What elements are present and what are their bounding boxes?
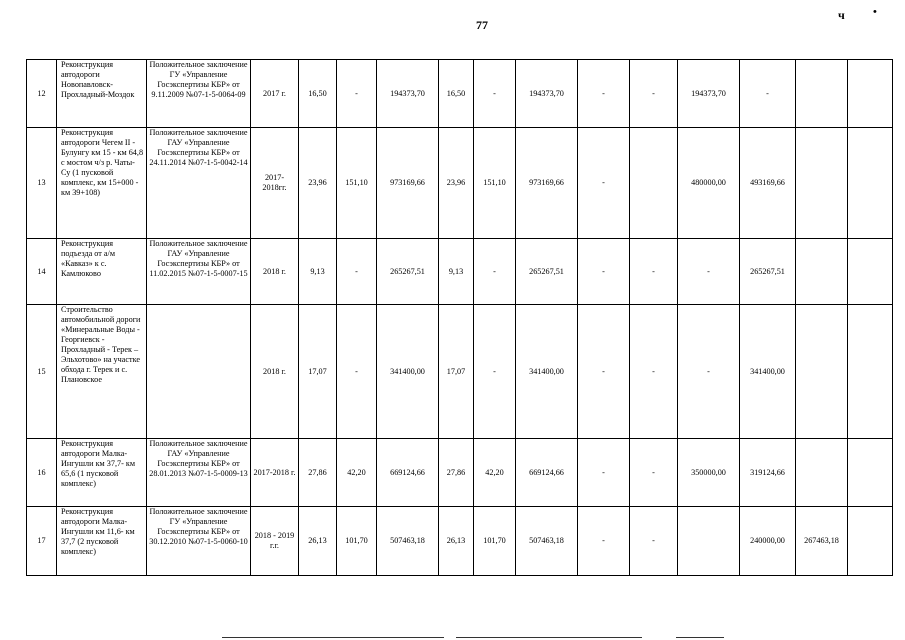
bridge-length-2: -: [474, 239, 516, 305]
value-col-13: 480000,00: [678, 128, 740, 239]
length-km: 27,86: [299, 439, 337, 507]
value-col-14: 493169,66: [740, 128, 796, 239]
length-km: 17,07: [299, 305, 337, 439]
bridge-length-2: -: [474, 305, 516, 439]
value-col-11: -: [578, 128, 630, 239]
value-col-13: -: [678, 305, 740, 439]
road-projects-table: [26, 59, 893, 576]
total-cost: 507463,18: [377, 507, 439, 576]
value-col-15: [796, 128, 848, 239]
implementation-period: 2017 г.: [251, 60, 299, 128]
bridge-length-2: -: [474, 60, 516, 128]
implementation-period: 2017-2018 г.: [251, 439, 299, 507]
value-col-13: 194373,70: [678, 60, 740, 128]
value-col-12: [630, 128, 678, 239]
value-col-12: -: [630, 60, 678, 128]
row-number: 13: [27, 128, 57, 239]
value-col-12: -: [630, 305, 678, 439]
cost-2: 265267,51: [516, 239, 578, 305]
value-col-11: -: [578, 60, 630, 128]
expert-conclusion: Положительное заключение ГАУ «Управление Госэкспертизы КБР» от 11.02.2015 №07-1-5-0007-15: [147, 239, 251, 305]
value-col-12: -: [630, 507, 678, 576]
object-name: Реконструкция подъезда от а/м «Кавказ» к с. Камлюково: [57, 239, 147, 305]
table-row: [27, 128, 893, 239]
footer-rule: [456, 637, 642, 638]
value-col-15: [796, 239, 848, 305]
bridge-length: -: [337, 305, 377, 439]
bridge-length-2: 101,70: [474, 507, 516, 576]
corner-mark: ч: [838, 8, 845, 22]
implementation-period: 2018 г.: [251, 305, 299, 439]
value-col-14: -: [740, 60, 796, 128]
value-col-16: [848, 239, 893, 305]
value-col-15: [796, 439, 848, 507]
implementation-period: 2018 - 2019 г.г.: [251, 507, 299, 576]
corner-dot: •: [873, 6, 877, 18]
row-number: 16: [27, 439, 57, 507]
length-km: 9,13: [299, 239, 337, 305]
value-col-15: [796, 60, 848, 128]
table-row: [27, 60, 893, 128]
total-cost: 341400,00: [377, 305, 439, 439]
object-name: Строительство автомобильной дороги «Минеральные Воды - Георгиевск - Прохладный - Терек – Эльхотово» на участке обхода г. Терек и с. Плановское: [57, 305, 147, 439]
table-row: [27, 305, 893, 439]
bridge-length-2: 151,10: [474, 128, 516, 239]
value-col-16: [848, 305, 893, 439]
table-row: [27, 507, 893, 576]
length-km-2: 16,50: [439, 60, 474, 128]
expert-conclusion: Положительное заключение ГУ «Управление Госэкспертизы КБР» от 9.11.2009 №07-1-5-0064-09: [147, 60, 251, 128]
value-col-13: [678, 507, 740, 576]
value-col-12: -: [630, 239, 678, 305]
page-number: 77: [476, 18, 488, 32]
cost-2: 507463,18: [516, 507, 578, 576]
expert-conclusion: Положительное заключение ГАУ «Управление Госэкспертизы КБР» от 28.01.2013 №07-1-5-0009-13: [147, 439, 251, 507]
length-km-2: 17,07: [439, 305, 474, 439]
row-number: 17: [27, 507, 57, 576]
cost-2: 973169,66: [516, 128, 578, 239]
value-col-11: -: [578, 439, 630, 507]
value-col-14: 240000,00: [740, 507, 796, 576]
table-row: [27, 439, 893, 507]
value-col-15: [796, 305, 848, 439]
bridge-length: -: [337, 60, 377, 128]
object-name: Реконструкция автодороги Чегем II - Булунгу км 15 - км 64,8 с мостом ч/з р. Чаты-Су (1 пусковой комплекс, км 15+000 - км 39+108): [57, 128, 147, 239]
value-col-13: 350000,00: [678, 439, 740, 507]
expert-conclusion: Положительное заключение ГУ «Управление Госэкспертизы КБР» от 30.12.2010 №07-1-5-0060-10: [147, 507, 251, 576]
footer-rule: [222, 637, 444, 638]
length-km-2: 9,13: [439, 239, 474, 305]
value-col-15: 267463,18: [796, 507, 848, 576]
object-name: Реконструкция автодороги Новопавловск-Прохладный-Моздок: [57, 60, 147, 128]
row-number: 15: [27, 305, 57, 439]
bridge-length-2: 42,20: [474, 439, 516, 507]
expert-conclusion: Положительное заключение ГАУ «Управление Госэкспертизы КБР» от 24.11.2014 №07-1-5-0042-14: [147, 128, 251, 239]
total-cost: 265267,51: [377, 239, 439, 305]
cost-2: 341400,00: [516, 305, 578, 439]
value-col-16: [848, 60, 893, 128]
implementation-period: 2017-2018гг.: [251, 128, 299, 239]
total-cost: 669124,66: [377, 439, 439, 507]
length-km-2: 27,86: [439, 439, 474, 507]
length-km-2: 23,96: [439, 128, 474, 239]
bridge-length: 151,10: [337, 128, 377, 239]
value-col-11: -: [578, 507, 630, 576]
value-col-14: 319124,66: [740, 439, 796, 507]
value-col-14: 265267,51: [740, 239, 796, 305]
footer-rule: [676, 637, 724, 638]
total-cost: 194373,70: [377, 60, 439, 128]
value-col-16: [848, 128, 893, 239]
object-name: Реконструкция автодороги Малка-Ингушли км 37,7- км 65,6 (1 пусковой комплекс): [57, 439, 147, 507]
bridge-length: -: [337, 239, 377, 305]
length-km-2: 26,13: [439, 507, 474, 576]
total-cost: 973169,66: [377, 128, 439, 239]
value-col-14: 341400,00: [740, 305, 796, 439]
row-number: 14: [27, 239, 57, 305]
value-col-11: -: [578, 239, 630, 305]
implementation-period: 2018 г.: [251, 239, 299, 305]
value-col-16: [848, 439, 893, 507]
cost-2: 194373,70: [516, 60, 578, 128]
table-row: [27, 239, 893, 305]
length-km: 26,13: [299, 507, 337, 576]
value-col-13: -: [678, 239, 740, 305]
row-number: 12: [27, 60, 57, 128]
value-col-11: -: [578, 305, 630, 439]
value-col-16: [848, 507, 893, 576]
bridge-length: 42,20: [337, 439, 377, 507]
cost-2: 669124,66: [516, 439, 578, 507]
value-col-12: -: [630, 439, 678, 507]
object-name: Реконструкция автодороги Малка-Ингушли км 11,6- км 37,7 (2 пусковой комплекс): [57, 507, 147, 576]
length-km: 23,96: [299, 128, 337, 239]
bridge-length: 101,70: [337, 507, 377, 576]
expert-conclusion: [147, 305, 251, 439]
length-km: 16,50: [299, 60, 337, 128]
